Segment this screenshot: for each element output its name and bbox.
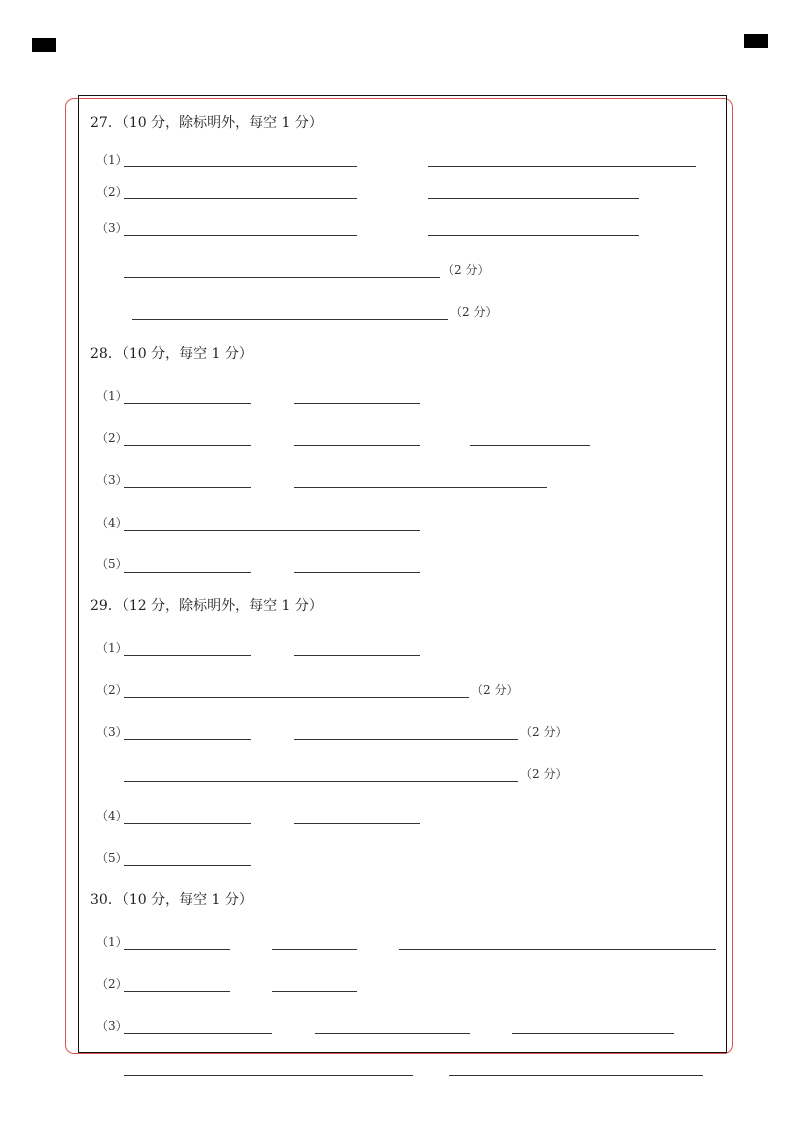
q30-3-blank-a[interactable] xyxy=(124,1033,272,1034)
q29-2-blank-a[interactable] xyxy=(124,697,469,698)
q28-blank-label-3: （3） xyxy=(96,473,128,487)
q29-blank-label-2: （2） xyxy=(96,683,128,697)
q30-blank-label-2: （2） xyxy=(96,977,128,991)
q29-blank-label-3: （3） xyxy=(96,725,128,739)
corner-marker-left xyxy=(32,38,56,52)
q27-3-blank-b[interactable] xyxy=(428,235,639,236)
q29-4-blank-a[interactable] xyxy=(124,823,251,824)
q28-2-blank-c[interactable] xyxy=(470,445,590,446)
q30-3-blank-c[interactable] xyxy=(512,1033,674,1034)
question-28-title: 28．（10 分，每空 1 分） xyxy=(90,346,253,362)
q30-1-blank-b[interactable] xyxy=(272,949,357,950)
q27-2-blank-b[interactable] xyxy=(428,198,639,199)
q30-2-blank-b[interactable] xyxy=(272,991,357,992)
q27-3-score-d: （2 分） xyxy=(450,305,498,319)
q29-3-blank-c[interactable] xyxy=(124,781,518,782)
q30-2-blank-a[interactable] xyxy=(124,991,230,992)
q30-1-blank-a[interactable] xyxy=(124,949,230,950)
q29-3-score-b: （2 分） xyxy=(520,725,568,739)
q30-3-blank-d[interactable] xyxy=(124,1075,413,1076)
q30-blank-label-3: （3） xyxy=(96,1019,128,1033)
q27-3-blank-c[interactable] xyxy=(124,277,440,278)
q30-3-blank-e[interactable] xyxy=(449,1075,703,1076)
q29-3-blank-b[interactable] xyxy=(294,739,518,740)
q29-1-blank-a[interactable] xyxy=(124,655,251,656)
q28-blank-label-5: （5） xyxy=(96,557,128,571)
q29-3-score-c: （2 分） xyxy=(520,767,568,781)
q29-1-blank-b[interactable] xyxy=(294,655,420,656)
q27-blank-label-1: （1） xyxy=(96,153,128,167)
q27-blank-label-2: （2） xyxy=(96,185,128,199)
q29-2-score: （2 分） xyxy=(471,683,519,697)
question-29-title: 29．（12 分，除标明外，每空 1 分） xyxy=(90,598,323,614)
q28-5-blank-b[interactable] xyxy=(294,572,420,573)
q29-4-blank-b[interactable] xyxy=(294,823,420,824)
q28-blank-label-1: （1） xyxy=(96,389,128,403)
q29-blank-label-4: （4） xyxy=(96,809,128,823)
corner-marker-right xyxy=(744,34,768,48)
q28-1-blank-b[interactable] xyxy=(294,403,420,404)
q28-5-blank-a[interactable] xyxy=(124,572,251,573)
q29-blank-label-1: （1） xyxy=(96,641,128,655)
q28-blank-label-4: （4） xyxy=(96,516,128,530)
q28-3-blank-b[interactable] xyxy=(294,487,547,488)
answer-box-border xyxy=(78,95,727,1053)
q28-blank-label-2: （2） xyxy=(96,431,128,445)
q29-blank-label-5: （5） xyxy=(96,851,128,865)
q27-1-blank-b[interactable] xyxy=(428,166,696,167)
question-30-title: 30．（10 分，每空 1 分） xyxy=(90,892,253,908)
q28-3-blank-a[interactable] xyxy=(124,487,251,488)
q27-3-score-c: （2 分） xyxy=(442,263,490,277)
q27-1-blank-a[interactable] xyxy=(124,166,357,167)
q27-blank-label-3: （3） xyxy=(96,221,128,235)
q28-4-blank-a[interactable] xyxy=(124,530,420,531)
question-27-title: 27．（10 分，除标明外，每空 1 分） xyxy=(90,115,323,131)
q27-3-blank-d[interactable] xyxy=(132,319,448,320)
q27-3-blank-a[interactable] xyxy=(124,235,357,236)
q27-2-blank-a[interactable] xyxy=(124,198,357,199)
q29-5-blank-a[interactable] xyxy=(124,865,251,866)
q29-3-blank-a[interactable] xyxy=(124,739,251,740)
q30-3-blank-b[interactable] xyxy=(315,1033,470,1034)
q30-blank-label-1: （1） xyxy=(96,935,128,949)
q28-2-blank-a[interactable] xyxy=(124,445,251,446)
q30-1-blank-c[interactable] xyxy=(399,949,716,950)
q28-2-blank-b[interactable] xyxy=(294,445,420,446)
q28-1-blank-a[interactable] xyxy=(124,403,251,404)
